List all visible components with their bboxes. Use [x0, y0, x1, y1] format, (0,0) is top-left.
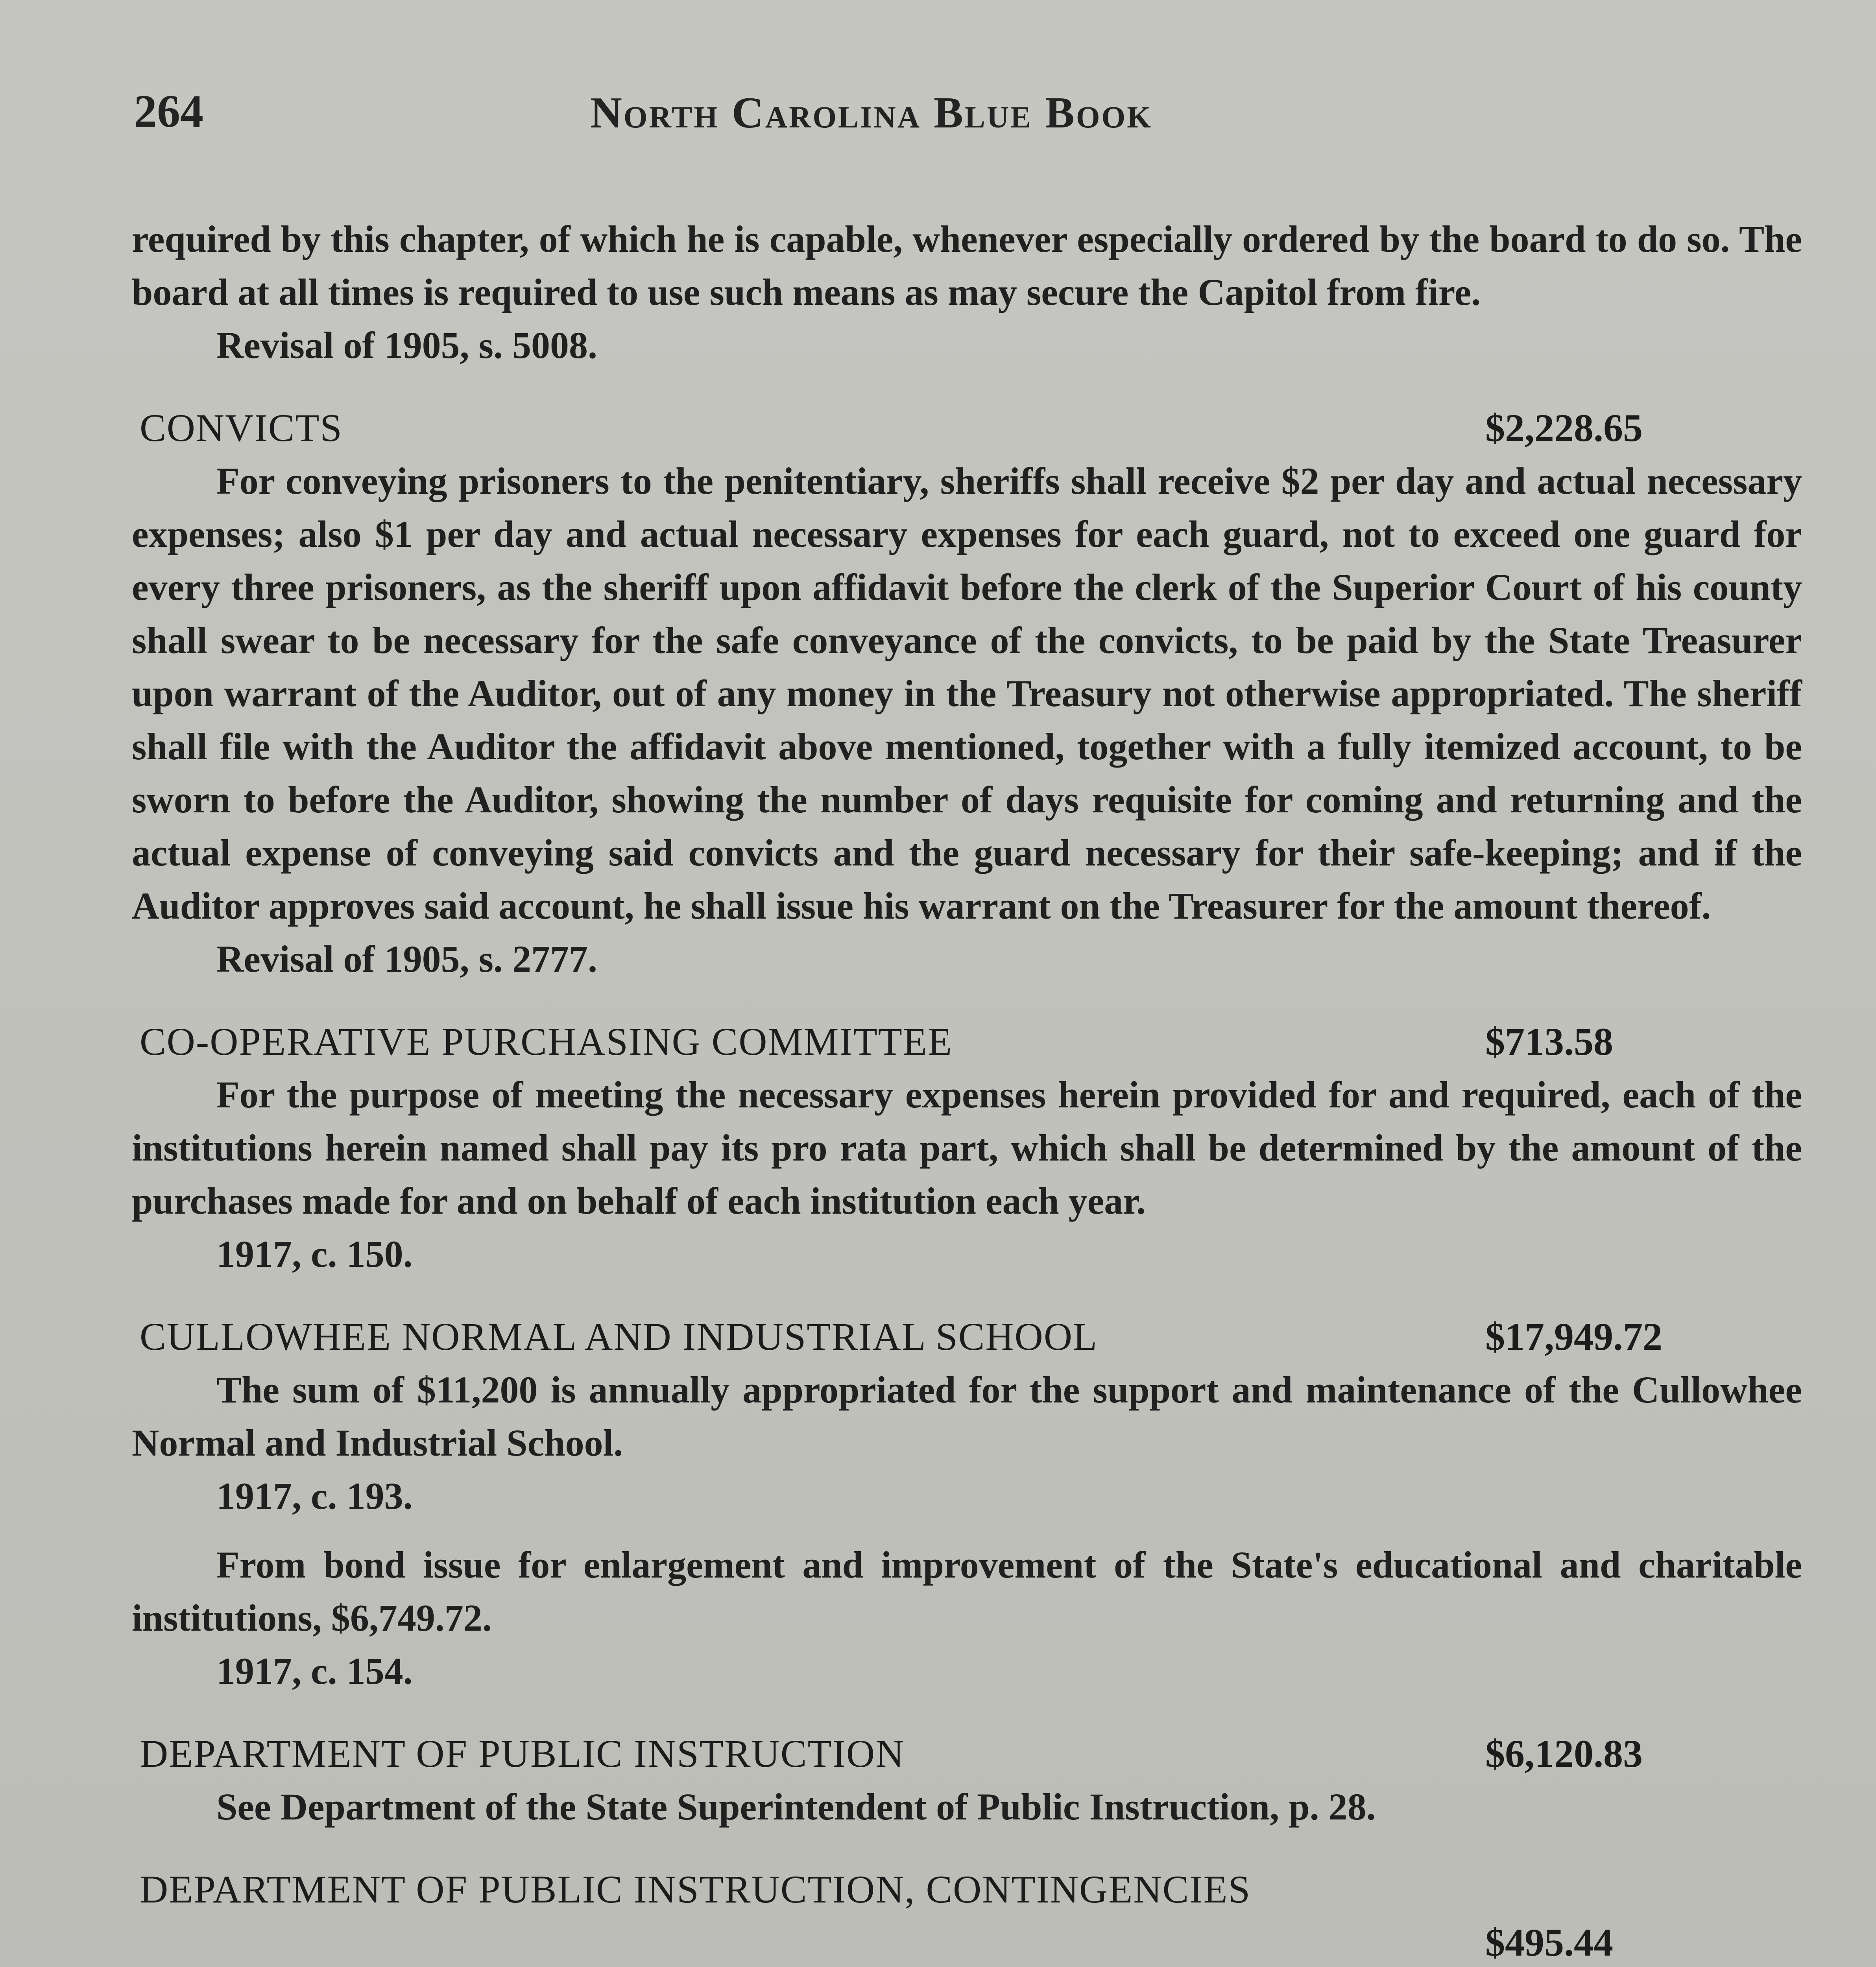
entry-title: CULLOWHEE NORMAL AND INDUSTRIAL SCHOOL [140, 1315, 1098, 1358]
appropriation-entry-cullowhee [132, 1310, 1802, 1698]
entry-heading [132, 1863, 1802, 1967]
continued-paragraph: required by this chapter, of which he is capable, whenever especially ordered by the board to do so. The board at all times is required to use such means as may secure the Capitol from fire. [132, 218, 1802, 313]
appropriation-entry-purchasing-committee [132, 1015, 1802, 1281]
entry-amount: $495.44 [1485, 1921, 1613, 1964]
appropriation-entry-contingencies [132, 1863, 1802, 1967]
entry-heading [132, 1015, 1802, 1068]
entry-heading [132, 1727, 1802, 1780]
entry-heading [132, 401, 1802, 454]
citation: 1917, c. 150. [216, 1233, 413, 1275]
page-body [132, 212, 1802, 1967]
entry-paragraph: See Department of the State Superintendent of Public Instruction, p. 28. [216, 1786, 1376, 1828]
appropriation-entry-convicts [132, 401, 1802, 985]
appropriation-entry-public-instruction [132, 1727, 1802, 1833]
page-number: 264 [134, 85, 203, 137]
entry-paragraph: For the purpose of meeting the necessary expenses herein provided for and required, each of the institutions herein named shall pay its pro rata part, which shall be determined by the amount of the purchases made for and on behalf of each institution each year. [132, 1074, 1802, 1222]
entry-title: CONVICTS [140, 406, 343, 450]
page-header [134, 85, 1742, 144]
entry-title: CO-OPERATIVE PURCHASING COMMITTEE [140, 1020, 953, 1063]
entry-paragraph: For conveying prisoners to the penitentiary, sheriffs shall receive $2 per day and actual necessary expenses; also $1 per day and actual necessary expenses for each guard, not to exceed one guard for every three prisoners, as the sheriff upon affidavit before the clerk of the Superior Court of his county shall swear to be necessary for the safe conveyance of the convicts, to be paid by the State Treasurer upon warrant of the Auditor, out of any money in the Treasury not otherwise appropriated. The sheriff shall file with the Auditor the affidavit above mentioned, together with a fully itemized account, to be sworn to before the Auditor, showing the number of days requisite for coming and returning and the actual expense of conveying said convicts and the guard necessary for their safe-keeping; and if the Auditor approves said account, he shall issue his warrant on the Treasurer for the amount thereof. [132, 460, 1802, 927]
running-title: North Carolina Blue Book [590, 89, 1152, 137]
citation: Revisal of 1905, s. 2777. [216, 938, 597, 980]
entry-amount: $713.58 [1485, 1020, 1613, 1063]
citation: 1917, c. 154. [216, 1650, 413, 1692]
entry-amount: $17,949.72 [1485, 1315, 1662, 1358]
citation: Revisal of 1905, s. 5008. [216, 324, 597, 366]
citation: 1917, c. 193. [216, 1475, 413, 1517]
entry-amount: $2,228.65 [1485, 406, 1643, 450]
entry-title: DEPARTMENT OF PUBLIC INSTRUCTION [140, 1732, 905, 1775]
entry-paragraph: From bond issue for enlargement and improvement of the State's educational and charitable institutions, $6,749.72. [132, 1544, 1802, 1639]
entry-title: DEPARTMENT OF PUBLIC INSTRUCTION, CONTINGENCIES [140, 1867, 1251, 1911]
entry-amount: $6,120.83 [1485, 1732, 1643, 1775]
entry-paragraph: The sum of $11,200 is annually appropriated for the support and maintenance of the Cullowhee Normal and Industrial School. [132, 1369, 1802, 1464]
entry-heading [132, 1310, 1802, 1363]
